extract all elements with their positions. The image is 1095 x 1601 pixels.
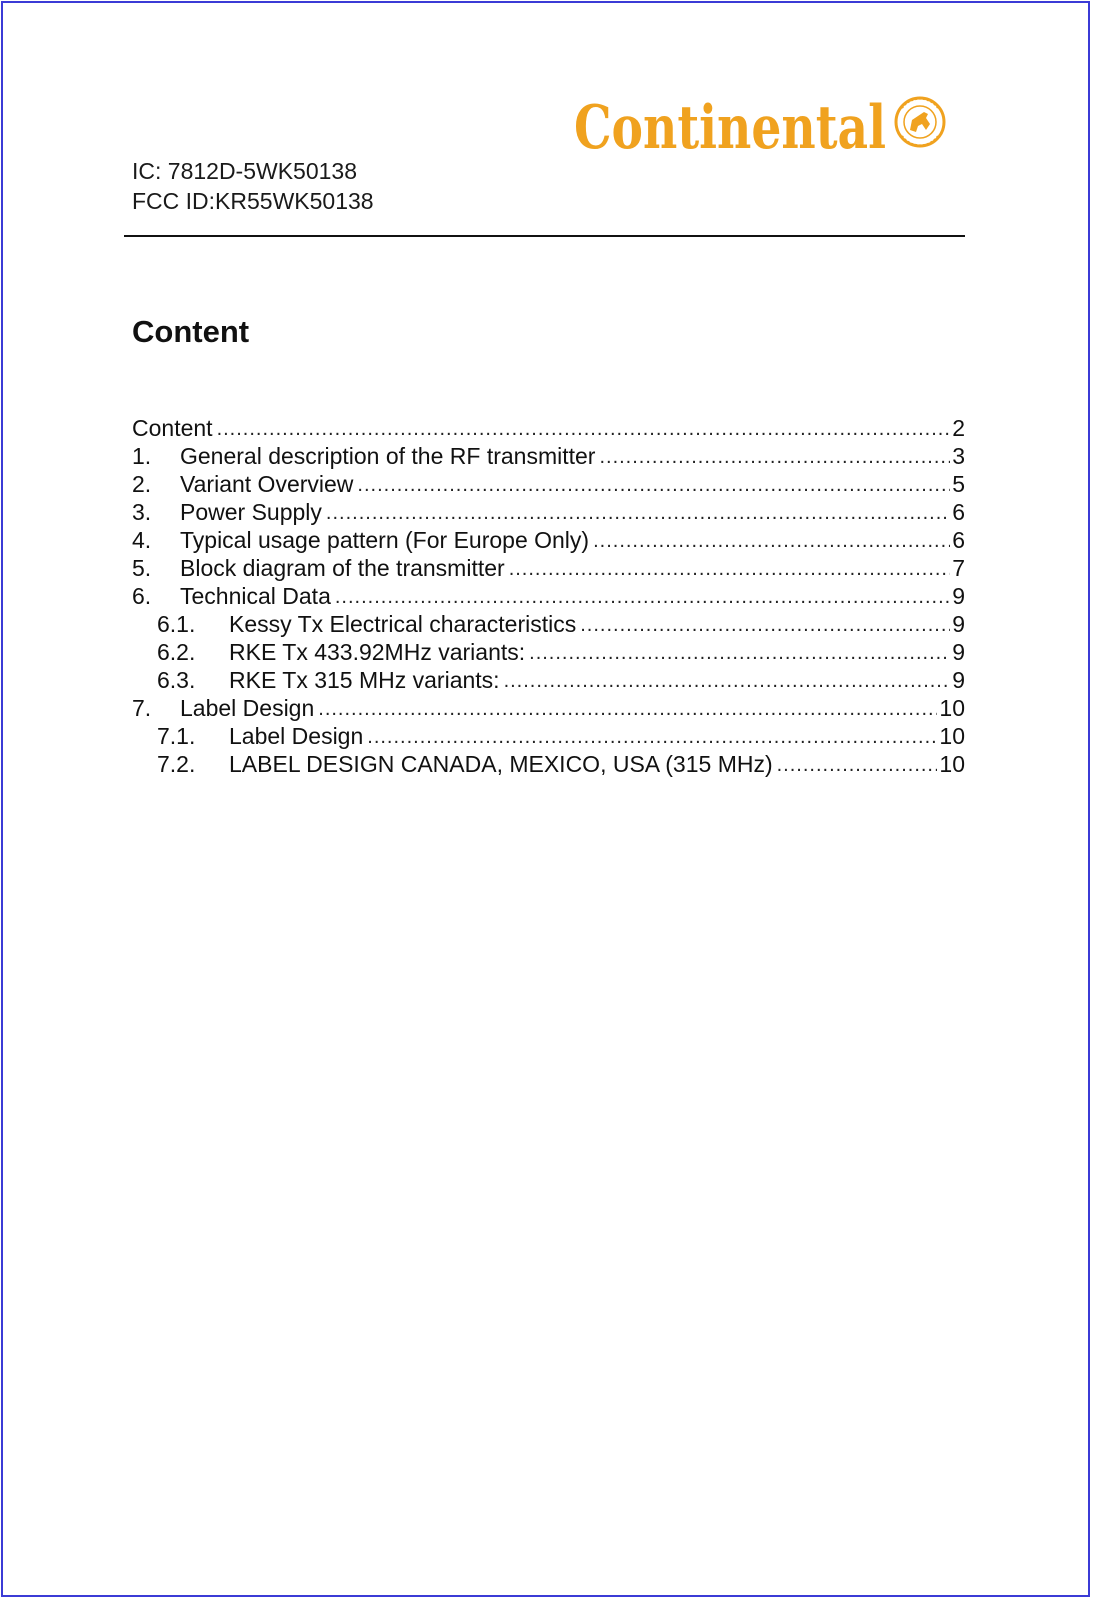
toc-entry-page: 6 [952,499,965,525]
toc-entry-page: 2 [952,415,965,441]
toc-entry-title: Typical usage pattern (For Europe Only) [180,527,590,553]
header-divider [124,235,965,237]
toc-entry-title: Label Design [229,723,364,749]
toc-leader-dots [580,611,950,639]
toc-entry-6-3[interactable] [132,666,965,694]
toc-entry-title: Kessy Tx Electrical characteristics [229,611,577,637]
toc-entry-title: RKE Tx 315 MHz variants: [229,667,500,693]
page-frame [1,1,1090,1597]
toc-entry-title: Label Design [180,695,315,721]
toc-leader-dots [599,443,950,471]
toc-leader-dots [367,723,937,751]
ic-number: IC: 7812D-5WK50138 [132,158,358,184]
logo-wordmark: Continental [574,93,886,163]
toc-leader-dots [777,751,938,779]
page-title: Content [132,314,250,349]
toc-entry-content[interactable] [132,414,965,442]
toc-entry-5[interactable] [132,554,965,582]
toc-entry-number: 7. [132,695,152,721]
certification-ids [132,156,374,216]
toc-entry-title: Block diagram of the transmitter [180,555,505,581]
toc-entry-title: Content [132,415,213,441]
toc-entry-page: 9 [952,611,965,637]
toc-entry-6[interactable] [132,582,965,610]
toc-leader-dots [509,555,951,583]
toc-entry-number: 1. [132,443,152,469]
toc-entry-number: 6.1. [157,611,196,637]
toc-entry-page: 10 [939,751,965,777]
toc-entry-title: RKE Tx 433.92MHz variants: [229,639,526,665]
toc-entry-6-2[interactable] [132,638,965,666]
toc-entry-title: Variant Overview [180,471,354,497]
toc-entry-title: LABEL DESIGN CANADA, MEXICO, USA (315 MHz) [229,751,773,777]
fcc-id: FCC ID:KR55WK50138 [132,188,374,214]
toc-entry-number: 6.2. [157,639,196,665]
toc-leader-dots [318,695,937,723]
toc-entry-page: 9 [952,639,965,665]
toc-entry-page: 9 [952,583,965,609]
toc-entry-title: Power Supply [180,499,322,525]
toc-entry-7-1[interactable] [132,722,965,750]
toc-leader-dots [335,583,950,611]
toc-entry-page: 5 [952,471,965,497]
toc-entry-number: 7.2. [157,751,196,777]
horse-emblem-icon [896,98,944,146]
continental-logo [574,86,972,166]
table-of-contents [132,414,965,778]
toc-leader-dots [593,527,950,555]
toc-leader-dots [357,471,950,499]
toc-entry-number: 6.3. [157,667,196,693]
toc-entry-page: 10 [939,695,965,721]
toc-leader-dots [326,499,950,527]
toc-entry-page: 3 [952,443,965,469]
toc-leader-dots [217,415,951,443]
toc-entry-6-1[interactable] [132,610,965,638]
toc-leader-dots [504,667,951,695]
toc-leader-dots [529,639,950,667]
toc-entry-page: 6 [952,527,965,553]
toc-entry-4[interactable] [132,526,965,554]
toc-entry-number: 5. [132,555,152,581]
toc-entry-number: 2. [132,471,152,497]
toc-entry-7[interactable] [132,694,965,722]
toc-entry-3[interactable] [132,498,965,526]
toc-entry-page: 9 [952,667,965,693]
toc-entry-number: 3. [132,499,152,525]
toc-entry-7-2[interactable] [132,750,965,778]
toc-entry-page: 7 [952,555,965,581]
toc-entry-page: 10 [939,723,965,749]
toc-entry-title: Technical Data [180,583,331,609]
toc-entry-2[interactable] [132,470,965,498]
toc-entry-number: 4. [132,527,152,553]
toc-entry-title: General description of the RF transmitter [180,443,596,469]
toc-entry-1[interactable] [132,442,965,470]
toc-entry-number: 6. [132,583,152,609]
toc-entry-number: 7.1. [157,723,196,749]
